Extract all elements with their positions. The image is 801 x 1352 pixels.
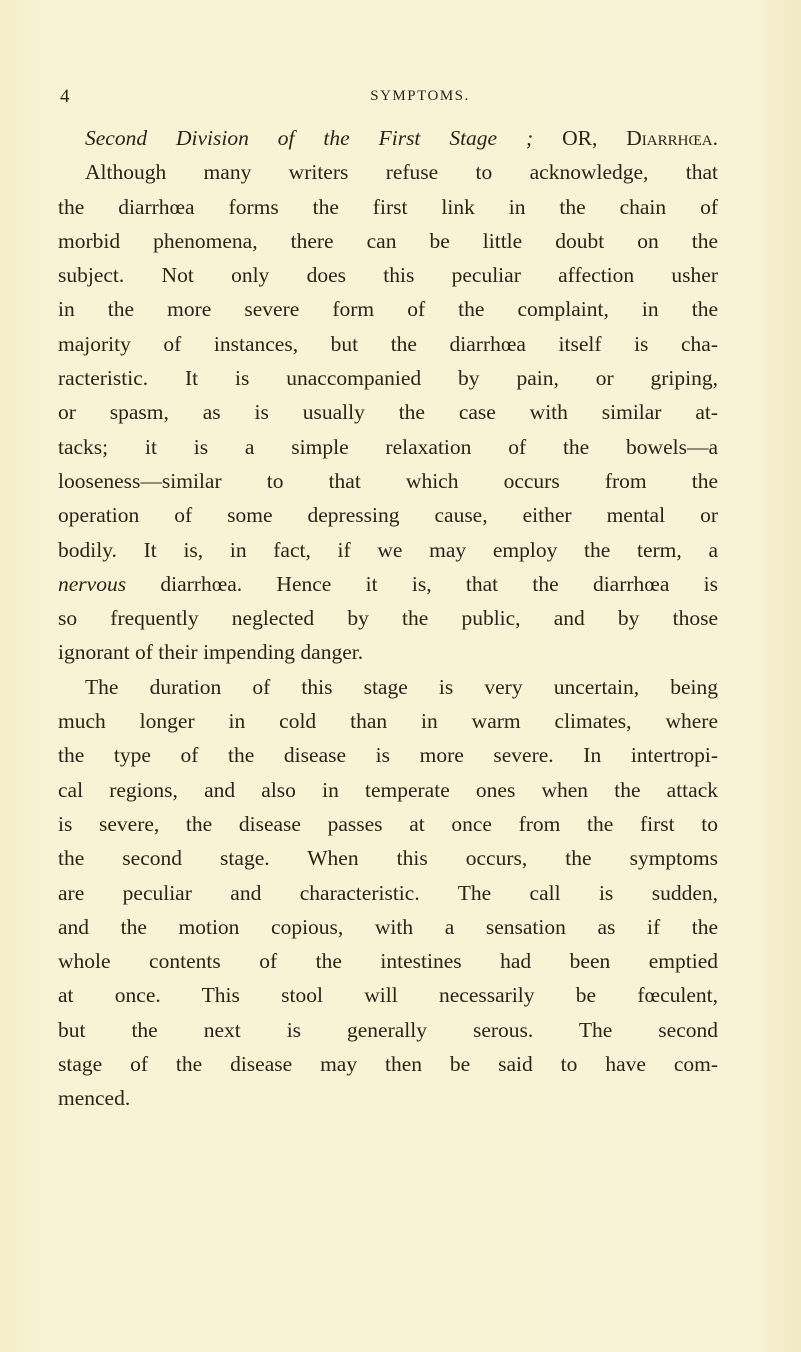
text-line: ignorant of their impending danger. [58,640,364,665]
text-line: tacks; it is a simple relaxation of the bowels—a [58,434,718,459]
text-line: are peculiar and characteristic. The call is sudden, [58,880,718,905]
text-line-rest: diarrhœa. Hence it is, that the diarrhœa is [126,571,718,596]
text-line: and the motion copious, with a sensation as if the [58,914,718,939]
text-line: whole contents of the intestines had been emptied [58,949,718,974]
text-line: the diarrhœa forms the first link in the chain of [58,194,718,219]
text-line: racteristic. It is unaccompanied by pain, or griping, [58,366,718,391]
text-line: menced. [58,1086,131,1111]
text-line: the second stage. When this occurs, the symptoms [58,846,718,871]
text-line: much longer in cold than in warm climates, where [58,709,718,734]
text-line: majority of instances, but the diarrhœa itself is cha- [58,331,718,356]
running-head [60,86,720,116]
paragraph-1 [58,121,718,670]
text-line: is severe, the disease passes at once from the first to [58,811,718,836]
text-line: or spasm, as is usually the case with similar at- [58,400,718,425]
text-line: looseness—similar to that which occurs from the [58,468,718,493]
text-line: operation of some depressing cause, either mental or [58,503,718,528]
paragraph-2 [58,670,718,1116]
section-heading-italic: Second Division of the First Stage ; [85,126,534,150]
body-text [58,121,718,1116]
text-line: Although many writers refuse to acknowledge, that [85,160,718,185]
text-line: bodily. It is, in fact, if we may employ the term, a [58,537,718,562]
text-line: the type of the disease is more severe. In intertropi- [58,743,718,768]
text-line: The duration of this stage is very uncertain, being [85,674,718,699]
text-line: so frequently neglected by the public, and by those [58,606,718,631]
text-line: cal regions, and also in temperate ones when the attack [58,777,718,802]
text-line: stage of the disease may then be said to have com- [58,1052,718,1077]
running-title: SYMPTOMS. [370,88,470,104]
text-line: in the more severe form of the complaint, in the [58,297,718,322]
italic-word-nervous: nervous [58,571,127,596]
section-heading-or: OR, [562,126,598,150]
text-line: morbid phenomena, there can be little doubt on the [58,228,718,253]
text-line-nervous [58,567,718,601]
text-line: subject. Not only does this peculiar affection usher [58,263,718,288]
section-heading-line [58,121,718,155]
section-heading-title: Diarrhœa. [626,126,719,150]
text-line: at once. This stool will necessarily be fœculent, [58,983,718,1008]
page-number: 4 [60,86,70,107]
text-line: but the next is generally serous. The second [58,1017,718,1042]
